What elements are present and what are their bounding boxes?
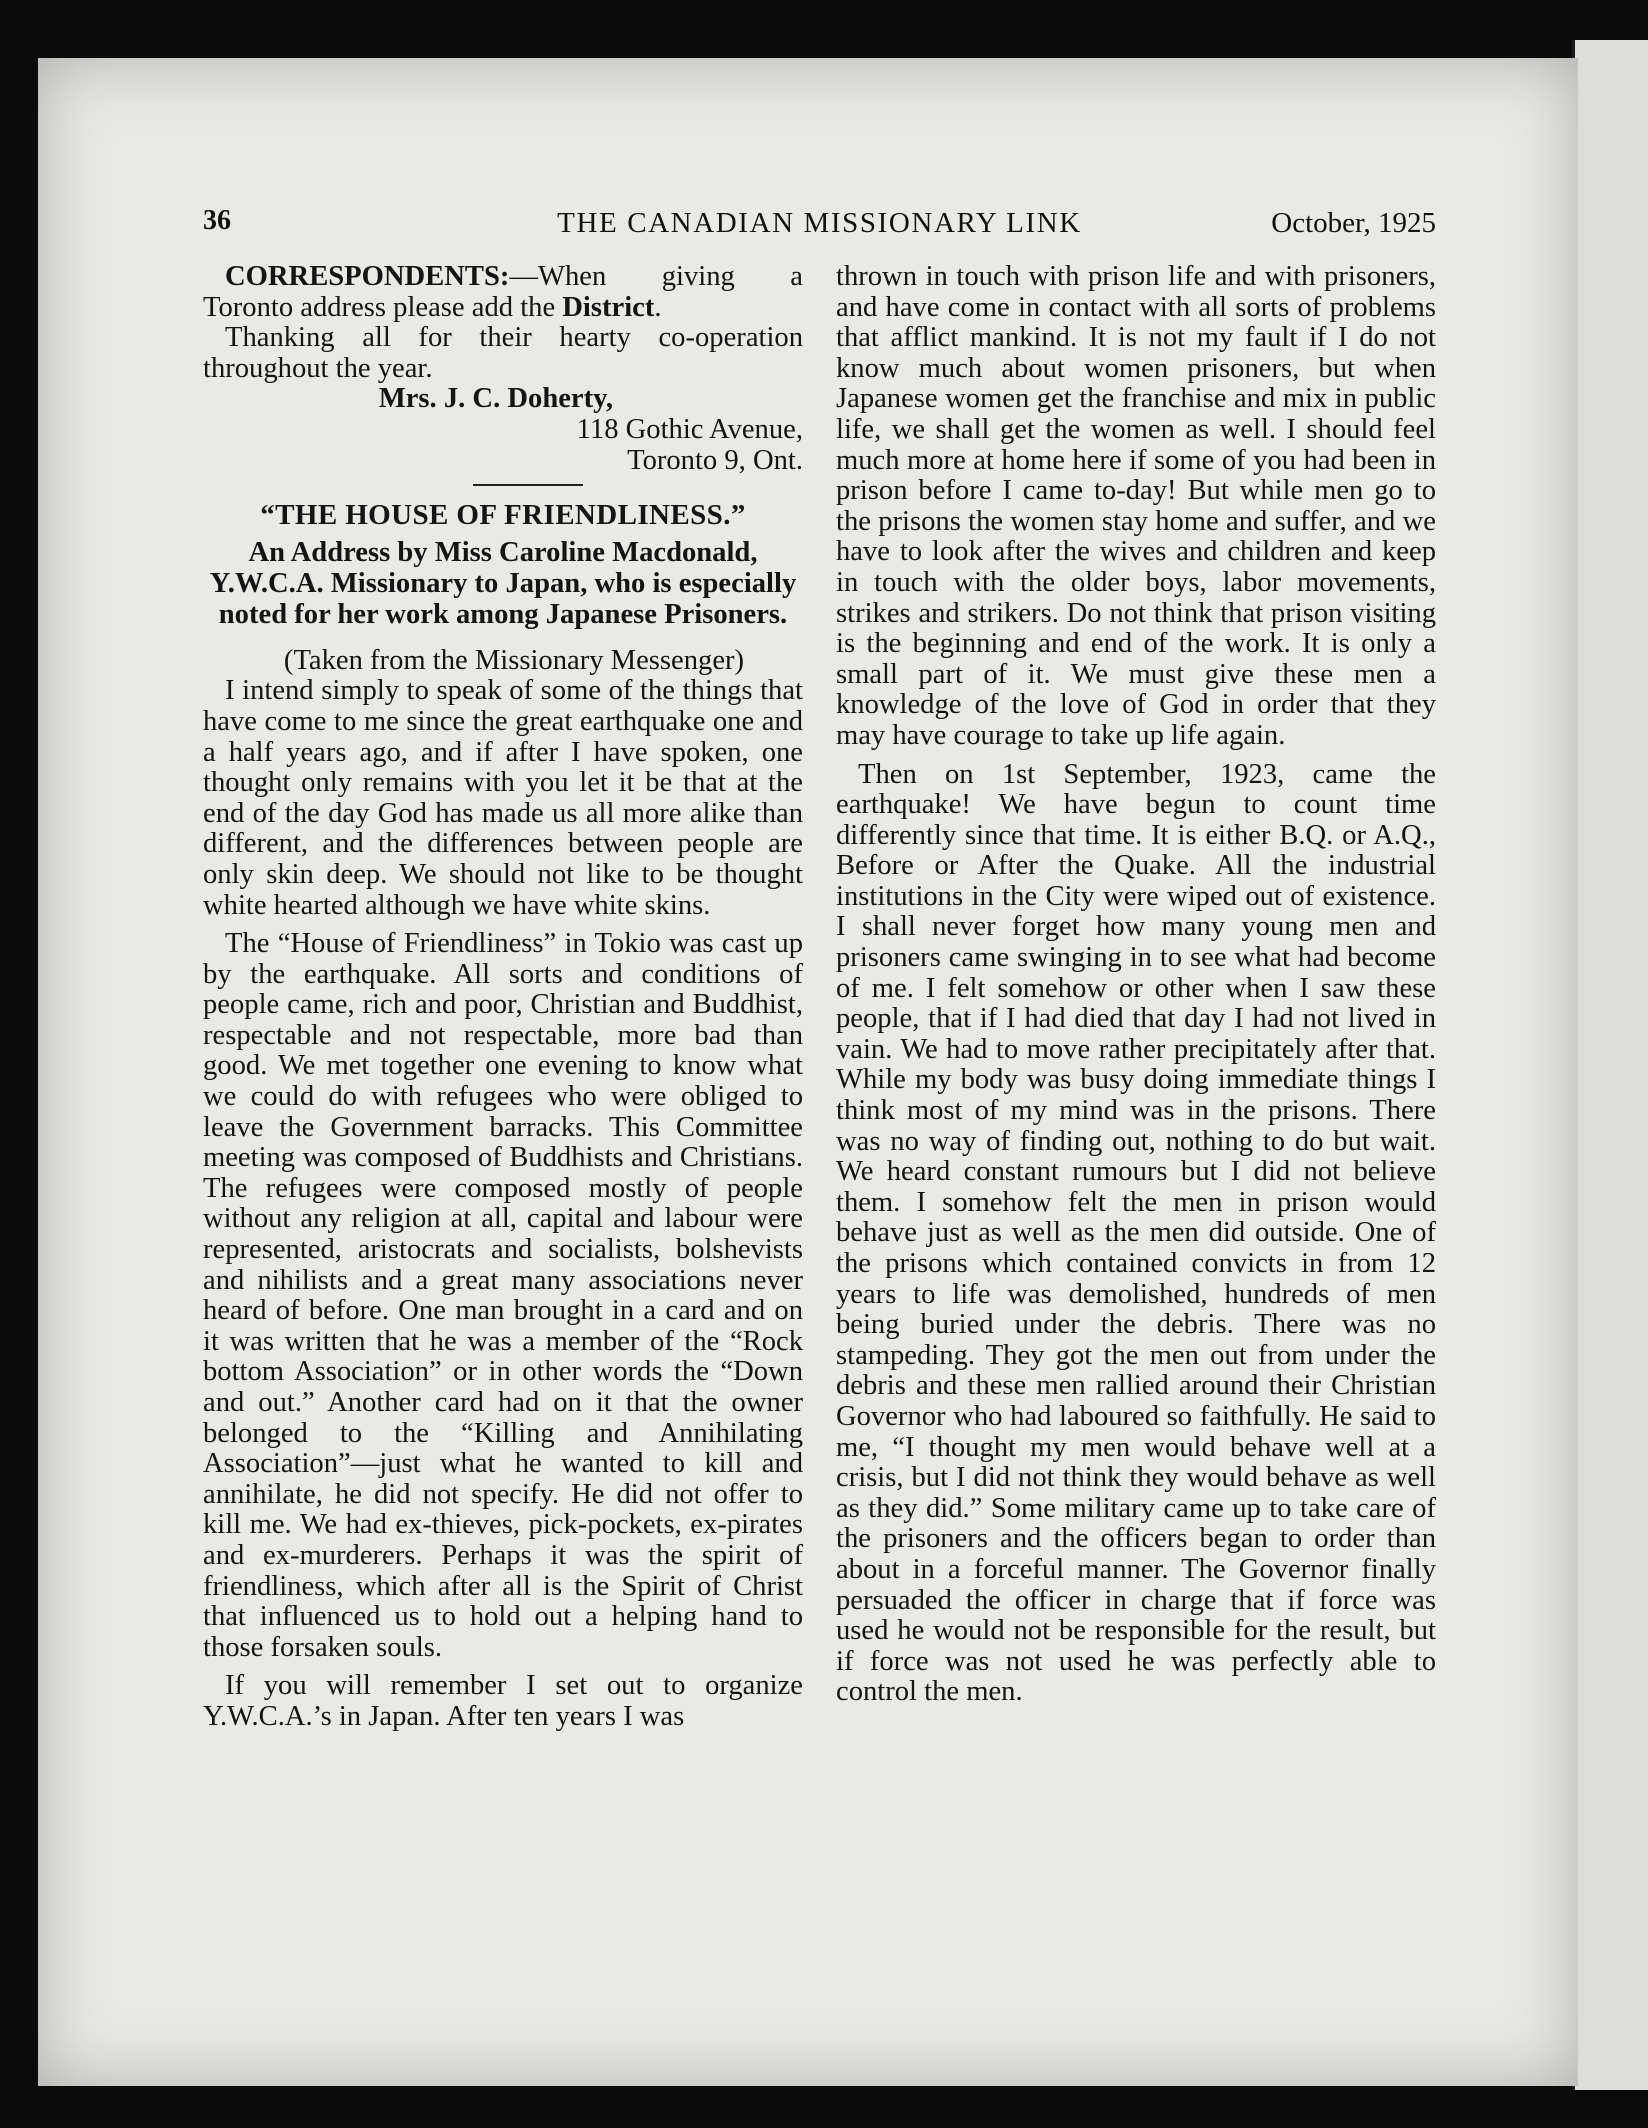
article-source: (Taken from the Missionary Messenger) [283,644,745,676]
right-paragraph-2: Then on 1st September, 1923, came the earthquake! We have begun to count time differently since that time. It is either B.Q. or A.Q., Before or After the Quake. All the industrial institutions in the City were wiped out of existence. I shall never forget how many young men and prisoners came swinging in to see what had become of me. I felt somehow or other when I saw these people, that if I had died that day I had not lived in vain. We had to move rather precipitately after that. While my body was busy doing immediate things I think most of my mind was in the prisons. There was no way of finding out, nothing to do but wait. We heard constant rumours but I did not believe them. I somehow felt the men in prison would behave just as well as the men did outside. One of the prisons which contained convicts in from 12 years to life was demolished, hundreds of men being buried under the debris. There was no stampeding. They got the men out from under the debris and these men rallied around their Christian Governor who had laboured so faithfully. He said to me, “I thought my men would behave well at a crisis, but I did not think they would behave as well as they did.” Some military came up to take care of the prisoners and the officers began to order than about in a forceful manner. The Governor finally persuaded the officer in charge that if force was used he would not be responsible for the result, but if force was not used he was perfectly able to control the men. [836,758,1436,1708]
notice-label: CORRESPONDENTS: [225,261,510,292]
signature-address-line1: 118 Gothic Avenue, [576,413,803,445]
left-paragraph-3: If you will remember I set out to organize Y.W.C.A.’s in Japan. After ten years I was [203,1670,803,1732]
notice-district: District [562,291,655,323]
right-paragraph-1: thrown in touch with prison life and with prisoners, and have come in contact with all sorts of problems that afflict mankind. It is not my fault if I do not know much about women prisoners, but when Japanese women get the franchise and mix in public life, we shall get the women as well. I should feel much more at home here if some of you had been in prison before I came to-day! But while men go to the prisons the women stay home and suffer, and we have to look after the wives and children and keep in touch with the older boys, labor movements, strikes and strikers. Do not think that prison visiting is the beginning and end of the work. It is only a small part of it. We must give these men a knowledge of the love of God in order that they may have courage to take up life again. [836,261,1436,751]
next-page-edge [1572,40,1648,2090]
right-column [836,262,1436,1708]
article-subtitle: An Address by Miss Caroline Macdonald, Y.W.C.A. Missionary to Japan, who is especially noted for her work among Japanese Prisoners. [209,536,797,630]
publication-title: THE CANADIAN MISSIONARY LINK [557,207,1082,239]
signature-name: Mrs. J. C. Doherty, [378,383,613,415]
page-header [203,205,1436,247]
notice-period: . [654,291,662,323]
left-paragraph-1: I intend simply to speak of some of the things that have come to me since the great earthquake one and a half years ago, and if after I have spoken, one thought only remains with you let it be that at the end of the day God has made us all more alike than different, and the differences between people are only skin deep. We should not like to be thought white hearted although we have white skins. [203,675,803,921]
signature-address-line2: Toronto 9, Ont. [627,444,803,476]
issue-date: October, 1925 [1271,207,1436,239]
article-title: “THE HOUSE OF FRIENDLINESS.” [260,499,746,532]
page-number: 36 [203,205,231,236]
section-divider [473,484,583,486]
correspondents-notice [203,262,803,323]
left-paragraph-2: The “House of Friendliness” in Tokio was cast up by the earthquake. All sorts and conditions of people came, rich and poor, Christian and Buddhist, respectable and not respectable, more bad than good. We met together one evening to know what we could do with refugees who were obliged to leave the Government barracks. This Committee meeting was composed of Buddhists and Christians. The refugees were composed mostly of people without any religion at all, capital and labour were represented, aristocrats and socialists, bolshevists and nihilists and a great many associations never heard of before. One man brought in a card and on it was written that he was a member of the “Rock bottom Association” or in other words the “Down and out.” Another card had on it that the owner belonged to the “Killing and Annihilating Association”—just what he wanted to kill and annihilate, he did not specify. He did not offer to kill me. We had ex-thieves, pick-pockets, ex-pirates and ex-murderers. Perhaps it was the spirit of friendliness, which after all is the Spirit of Christ that influenced us to hold out a helping hand to those forsaken souls. [203,928,803,1663]
left-column [203,262,803,1733]
thanks-text: Thanking all for their hearty co-operation throughout the year. [203,322,803,384]
notice-text: —When giving a Toronto address please add the [203,261,803,323]
